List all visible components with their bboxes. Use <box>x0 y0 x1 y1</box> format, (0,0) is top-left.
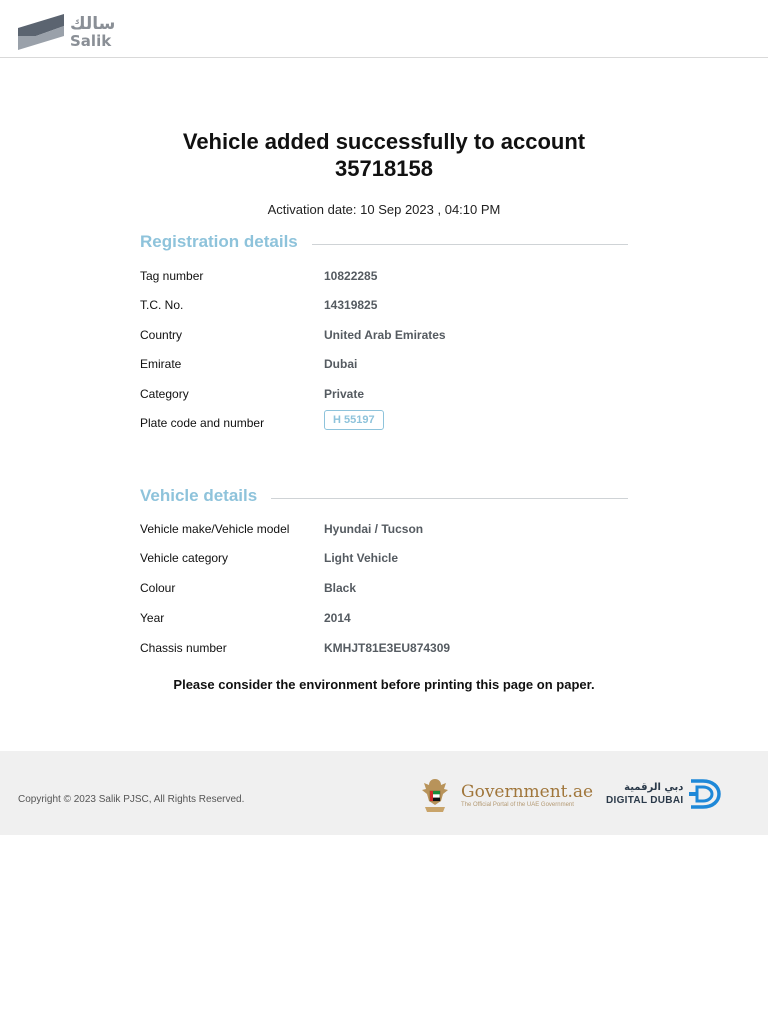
digital-dubai-english: DIGITAL DUBAI <box>606 794 684 806</box>
row-make-model <box>140 522 628 542</box>
logo-arabic-text: سالك <box>70 13 116 34</box>
gov-title: Government.ae <box>461 782 594 802</box>
row-value: United Arab Emirates <box>324 328 446 342</box>
row-label: T.C. No. <box>140 298 184 312</box>
row-value: Black <box>324 581 357 595</box>
row-value: 14319825 <box>324 298 378 312</box>
row-value: Private <box>324 387 365 401</box>
row-label: Vehicle make/Vehicle model <box>140 522 290 536</box>
salik-logo-icon <box>18 14 64 50</box>
registration-details-heading <box>140 232 628 252</box>
government-ae-logo[interactable] <box>461 783 593 808</box>
row-emirate <box>140 357 628 377</box>
row-value: 2014 <box>324 611 351 625</box>
digital-dubai-arabic: دبي الرقمية <box>624 781 684 793</box>
registration-heading-label: Registration details <box>140 232 298 251</box>
row-country <box>140 328 628 348</box>
page-title <box>0 128 768 182</box>
row-tc-no <box>140 298 628 318</box>
row-label: Chassis number <box>140 641 227 655</box>
plate-badge: H 55197 <box>324 410 384 430</box>
row-label: Emirate <box>140 357 182 371</box>
row-label: Category <box>140 387 189 401</box>
row-label: Plate code and number <box>140 416 265 430</box>
row-label: Country <box>140 328 183 342</box>
digital-dubai-d-icon <box>687 779 721 809</box>
salik-logo[interactable] <box>18 14 115 50</box>
title-line-1: Vehicle added successfully to account <box>182 129 586 154</box>
row-year <box>140 611 628 631</box>
row-value: KMHJT81E3EU874309 <box>324 641 451 655</box>
row-vehicle-category <box>140 551 628 571</box>
row-label: Tag number <box>140 269 204 283</box>
row-value: 10822285 <box>324 269 378 283</box>
title-account-number: 35718158 <box>335 156 433 181</box>
header <box>0 0 768 58</box>
row-label: Year <box>140 611 165 625</box>
vehicle-heading-label: Vehicle details <box>140 486 258 505</box>
digital-dubai-logo[interactable] <box>606 779 721 809</box>
uae-emblem-icon <box>420 777 450 819</box>
activation-date: Activation date: 10 Sep 2023 , 04:10 PM <box>267 202 501 217</box>
row-label: Vehicle category <box>140 551 229 565</box>
row-value: Light Vehicle <box>324 551 399 565</box>
gov-subtitle: The Official Portal of the UAE Government <box>461 802 574 808</box>
row-chassis <box>140 641 628 661</box>
row-category <box>140 387 628 407</box>
logo-english-text: Salik <box>70 31 112 50</box>
row-value: Dubai <box>324 357 358 371</box>
vehicle-details-heading <box>140 486 628 506</box>
row-label: Colour <box>140 581 176 595</box>
copyright-text: Copyright © 2023 Salik PJSC, All Rights Reserved. <box>18 794 245 805</box>
row-plate <box>140 416 628 436</box>
row-tag-number <box>140 269 628 289</box>
registration-divider <box>312 244 628 245</box>
environment-note: Please consider the environment before printing this page on paper. <box>173 677 595 692</box>
row-colour <box>140 581 628 601</box>
row-value: Hyundai / Tucson <box>324 522 424 536</box>
footer <box>0 751 768 835</box>
vehicle-divider <box>271 498 628 499</box>
